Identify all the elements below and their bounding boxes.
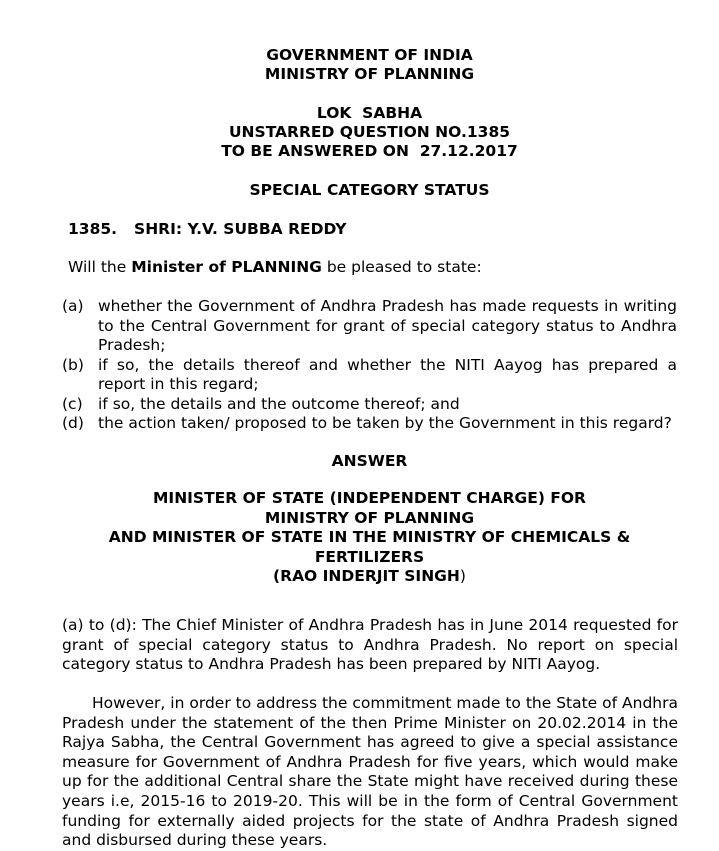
question-member-line: [68, 220, 346, 238]
member-name: SHRI: Y.V. SUBBA REDDY: [134, 220, 347, 238]
govt-title: GOVERNMENT OF INDIA: [266, 46, 473, 64]
list-item: [62, 356, 677, 395]
item-label: (c): [62, 394, 83, 413]
question-header: [10, 104, 719, 161]
subject-title: [10, 181, 719, 200]
minister-name-close: ): [459, 567, 466, 586]
minister-line-3: AND MINISTER OF STATE IN THE MINISTRY OF CHEMICALS &: [108, 528, 631, 547]
intro-minister: Minister of PLANNING: [131, 258, 322, 276]
subject-text: SPECIAL CATEGORY STATUS: [249, 181, 490, 199]
minister-line-2: MINISTRY OF PLANNING: [264, 508, 475, 527]
question-list: [62, 297, 677, 434]
answer-paragraph-2: However, in order to address the commitment made to the State of Andhra Pradesh under the statement of the then Prime Minister on 20.02.2014 in the Rajya Sabha, the Central Government has agreed to give a special assistance measure for Government of Andhra Pradesh for five years, which would make up for the additional Central share the State might have received during these years i.e, 2015-16 to 2019-20. This will be in the form of Central Government funding for externally aided projects for the state of Andhra Pradesh signed and disbursed during these years.: [62, 694, 678, 850]
minister-line-1: MINISTER OF STATE (INDEPENDENT CHARGE) FOR: [153, 489, 586, 507]
list-item: [62, 395, 677, 415]
minister-heading: [10, 489, 719, 587]
item-label: (a): [62, 297, 84, 315]
item-text: whether the Government of Andhra Pradesh has made requests in writing to the Central Government for grant of special category status to Andhra Pradesh;: [98, 297, 677, 354]
question-intro: [68, 258, 482, 276]
minister-name: (RAO INDERJIT SINGH: [273, 567, 460, 586]
answer-paragraph-1: (a) to (d): The Chief Minister of Andhra Pradesh has in June 2014 requested for grant of special category status to Andhra Pradesh. No report on special category status to Andhra Pradesh has been prepared by NITI Aayog.: [62, 616, 678, 674]
intro-text-end: be pleased to state:: [321, 258, 482, 276]
minister-name-line: [10, 567, 719, 587]
house-title: LOK SABHA: [316, 104, 423, 122]
list-item: [62, 414, 677, 434]
ministry-title: MINISTRY OF PLANNING: [264, 65, 475, 83]
item-text: if so, the details thereof and whether the NITI Aayog has prepared a report in this regard;: [98, 355, 677, 393]
question-number: 1385.: [68, 220, 118, 238]
answer-date-title: TO BE ANSWERED ON 27.12.2017: [221, 142, 518, 160]
ministry-header: [10, 46, 719, 84]
intro-text-start: Will the: [68, 258, 132, 276]
item-label: (d): [62, 414, 84, 432]
list-item: [62, 297, 677, 356]
question-number-title: UNSTARRED QUESTION NO.1385: [228, 123, 511, 141]
item-text: the action taken/ proposed to be taken by the Government in this regard?: [98, 414, 672, 432]
minister-line-4: FERTILIZERS: [314, 547, 425, 566]
item-label: (b): [62, 355, 84, 374]
answer-heading: [10, 452, 719, 471]
answer-title: ANSWER: [331, 452, 408, 470]
item-text: if so, the details and the outcome thereof; and: [98, 394, 460, 413]
